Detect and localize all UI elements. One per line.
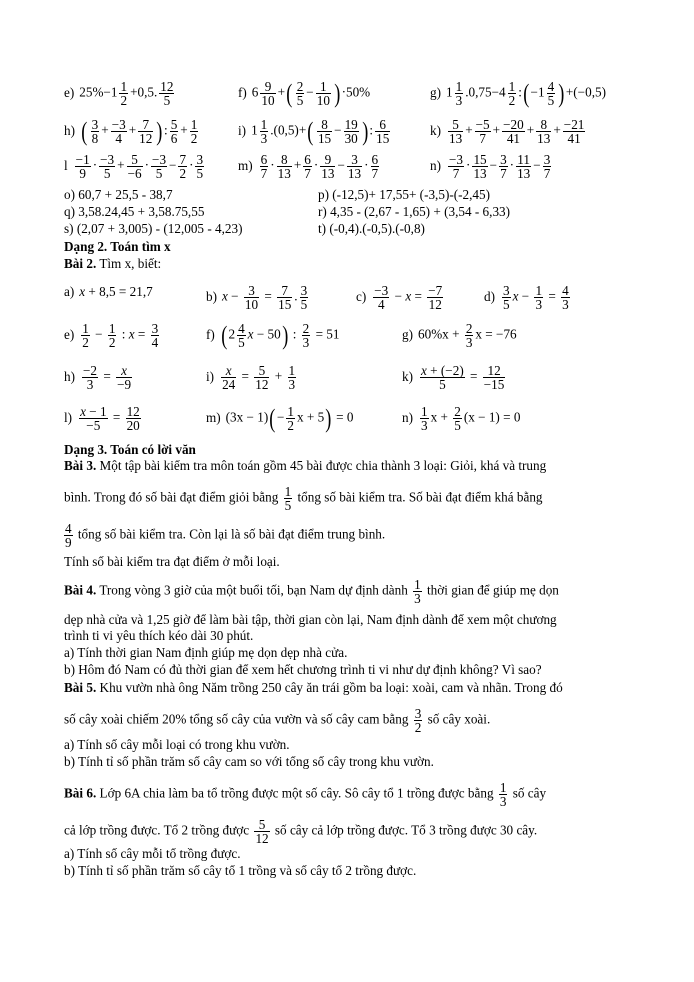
exercise-m: m) $\frac{6}{7}$ · $\frac{8}{13}$ + $\frac{6}{7}$ · $\frac{9}{13}$ − $\frac{3}{13}$ · $\frac{6}{7}$ (238, 152, 379, 181)
find-x-n: n) $\frac{1}{3}$ x + $\frac{2}{5}$ (x − 1) = 0 (402, 404, 521, 433)
exercise-i: i) 1 $\frac{1}{3}$ .(0,5)+( $\frac{8}{15}$ − $\frac{19}{30}$ ): $\frac{6}{15}$ (238, 116, 390, 146)
bai-4-item-b: b) Hôm đó Nam có đủ thời gian để xem hết chương trình ti vi như dự định không? Vì sao? (64, 662, 542, 677)
exercise-t: t) (-0,4).(-0,5).(-0,8) (318, 221, 425, 236)
find-x-i: i) $\frac{x}{24}$ = $\frac{5}{12}$ + $\frac{1}{3}$ (206, 363, 296, 392)
bai-4-line-2: dẹp nhà cửa và 1,25 giờ để làm bài tập, thời gian còn lại, Nam định dành để xem một chương (64, 612, 557, 627)
find-x-c: c) $\frac{-3}{4}$ − x = $\frac{-7}{12}$ (356, 283, 443, 312)
bai-5-line-1: Bài 5. Khu vườn nhà ông Năm trồng 250 cây ăn trái gồm ba loại: xoài, cam và nhãn. Trong đó (64, 680, 563, 695)
bai-3-line-2: bình. Trong đó số bài đạt điểm giỏi bằng $\frac{1}{5}$ tổng số bài kiểm tra. Số bài đạt điểm khá bằng (64, 484, 543, 513)
exercise-p: p) (-12,5)+ 17,55+ (-3,5)-(-2,45) (318, 187, 490, 202)
exercise-h: h) ( $\frac{3}{8}$ + $\frac{-3}{4}$ + $\frac{7}{12}$ ): $\frac{5}{6}$ + $\frac{1}{2}$ (64, 116, 198, 146)
exercise-g: g) 1 $\frac{1}{3}$ .0,75−4 $\frac{1}{2}$ :(−1 $\frac{4}{5}$ )+(−0,5) (430, 78, 606, 108)
exercise-q: q) 3,58.24,45 + 3,58.75,55 (64, 204, 205, 219)
bai-6-item-b: b) Tính tỉ số phần trăm số cây tổ 1 trồng và số cây tổ 2 trồng được. (64, 863, 417, 878)
section-heading-2: Dạng 2. Toán tìm x (64, 239, 171, 254)
find-x-e: e) $\frac{1}{2}$ − $\frac{1}{2}$ : x = $\frac{3}{4}$ (64, 321, 159, 350)
bai-3-line-1: Bài 3. Một tập bài kiểm tra môn toán gồm 45 bài được chia thành 3 loại: Giỏi, khá và trung (64, 458, 547, 473)
exercise-e: e) 25%−1 $\frac{1}{2}$ +0,5. $\frac{12}{5}$ (64, 79, 174, 108)
find-x-f: f) (2 $\frac{4}{5}$ x − 50) : $\frac{2}{3}$ = 51 (206, 320, 340, 350)
bai-2-prompt: Bài 2. Tìm x, biết: (64, 256, 162, 271)
find-x-m: m) (3x − 1)(− $\frac{1}{2}$ x + 5) = 0 (206, 403, 354, 433)
find-x-a: a) x + 8,5 = 21,7 (64, 284, 153, 299)
bai-3-line-3: $\frac{4}{9}$ tổng số bài kiểm tra. Còn lại là số bài đạt điểm trung bình. (65, 521, 386, 550)
find-x-k: k) $\frac{x + (-2)}{5}$ = $\frac{12}{-15}$ (402, 363, 505, 392)
bai-6-line-1: Bài 6. Lớp 6A chia làm ba tổ trồng được một số cây. Sô cây tổ 1 trồng được bằng $\frac{1}{3}$ số cây (64, 780, 547, 809)
section-heading-3: Dạng 3. Toán có lời văn (64, 442, 196, 457)
exercise-n: n) $\frac{-3}{7}$ · $\frac{15}{13}$ − $\frac{3}{7}$ · $\frac{11}{13}$ − $\frac{3}{7}$ (430, 152, 551, 181)
bai-4-line-1: Bài 4. Trong vòng 3 giờ của một buổi tối, bạn Nam dự định dành $\frac{1}{3}$ thời gian để giúp mẹ dọn (64, 577, 559, 606)
exercise-s: s) (2,07 + 3,005) - (12,005 - 4,23) (64, 221, 243, 236)
exercise-o: o) 60,7 + 25,5 - 38,7 (64, 187, 173, 202)
bai-4-line-3: trình ti vi yêu thích kéo dài 30 phút. (64, 628, 254, 643)
exercise-l: l $\frac{-1}{9}$ · $\frac{-3}{5}$ + $\frac{5}{-6}$ · $\frac{-3}{5}$ − $\frac{7}{2}$ · $\frac{3}{5}$ (64, 152, 204, 181)
bai-5-line-2: số cây xoài chiếm 20% tổng số cây của vườn và số cây cam bằng $\frac{3}{2}$ số cây xoài. (64, 706, 491, 735)
bai-6-line-2: cả lớp trồng được. Tổ 2 trồng được $\frac{5}{12}$ số cây cả lớp trồng được. Tổ 3 trồng được 30 cây. (64, 817, 538, 846)
bai-6-item-a: a) Tính số cây mỗi tổ trồng được. (64, 846, 241, 861)
find-x-l: l) $\frac{x - 1}{-5}$ = $\frac{12}{20}$ (64, 404, 140, 433)
find-x-d: d) $\frac{3}{5}$ x − $\frac{1}{3}$ = $\frac{4}{3}$ (484, 283, 569, 312)
exercise-f: f) 6 $\frac{9}{10}$ +( $\frac{2}{5}$ − $\frac{1}{10}$ )·50% (238, 78, 371, 108)
find-x-b: b) x − $\frac{3}{10}$ = $\frac{7}{15}$ . $\frac{3}{5}$ (206, 283, 308, 312)
bai-3-line-4: Tính số bài kiểm tra đạt điểm ở mỗi loại. (64, 554, 280, 569)
exercise-r: r) 4,35 - (2,67 - 1,65) + (3,54 - 6,33) (318, 204, 511, 219)
bai-4-item-a: a) Tính thời gian Nam định giúp mẹ dọn dẹp nhà cửa. (64, 645, 348, 660)
find-x-h: h) $\frac{-2}{3}$ = $\frac{x}{-9}$ (64, 363, 132, 392)
bai-5-item-b: b) Tính tỉ số phần trăm số cây cam so với tổng số cây trong khu vườn. (64, 754, 434, 769)
bai-5-item-a: a) Tính số cây mỗi loại có trong khu vườn. (64, 737, 290, 752)
exercise-k: k) $\frac{5}{13}$ + $\frac{-5}{7}$ + $\frac{-20}{41}$ + $\frac{8}{13}$ + $\frac{-21}{41}$ (430, 117, 585, 146)
find-x-g: g) 60%x + $\frac{2}{3}$ x = −76 (402, 321, 517, 350)
